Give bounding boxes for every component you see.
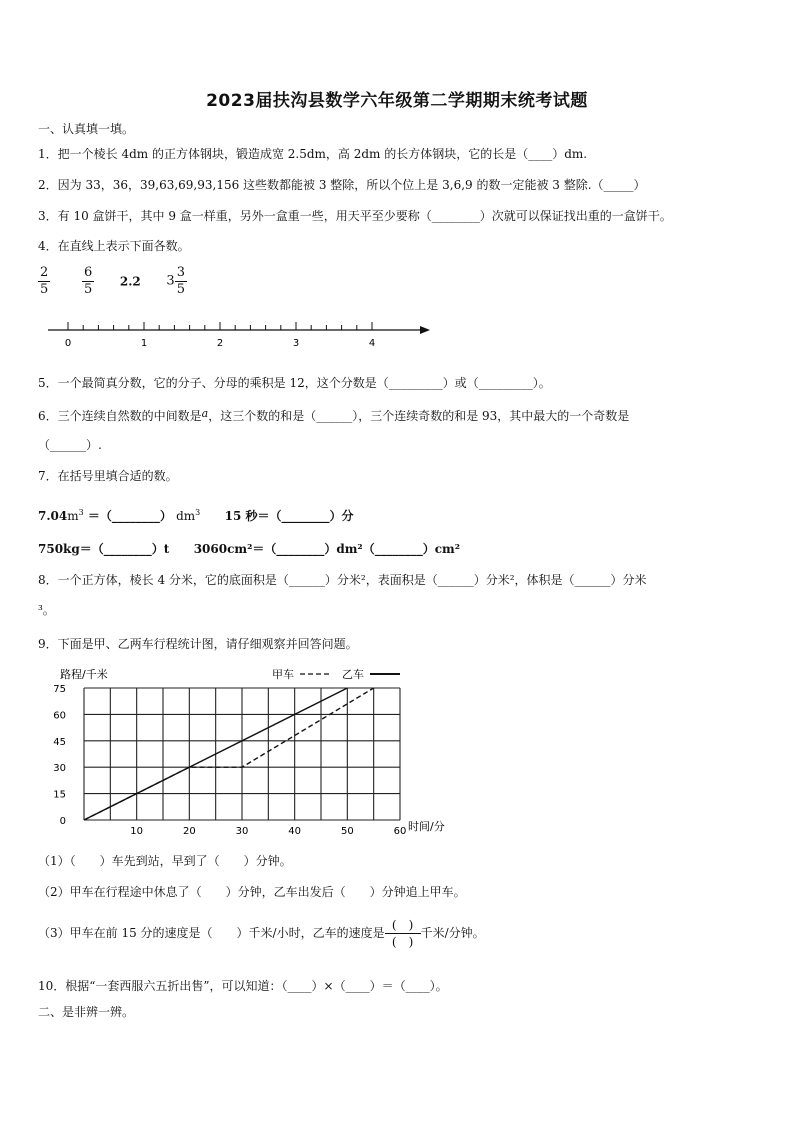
answer-fraction-blank: $\frac{( )}{( )}$	[385, 917, 421, 950]
question-4: 4．在直线上表示下面各数。	[38, 239, 190, 253]
x-tick-label: 30	[235, 826, 249, 834]
fraction-3-5: $\frac{3}{5}$	[176, 265, 185, 297]
x-tick-label: 60	[393, 826, 407, 834]
y-tick-label: 45	[53, 736, 66, 748]
fraction-6-5: $\frac{6}{5}$	[83, 265, 93, 297]
question-1: 1．把一个棱长 4dm 的正方体钢块，锻造成宽 2.5dm，高 2dm 的长方体钢块，它的长是（____）dm.	[38, 147, 588, 161]
question-9-part-2: （2）甲车在行程途中休息了（ ）分钟，乙车出发后（ ）分钟追上甲车。	[38, 885, 466, 899]
q4-number-list	[38, 265, 187, 298]
legend-label: 甲车	[272, 668, 294, 681]
question-7: 7．在括号里填合适的数。	[38, 469, 178, 483]
number-line-label: 3	[292, 338, 300, 348]
y-tick-label: 30	[53, 763, 66, 775]
decimal-2-2: 2.2	[119, 274, 141, 289]
section-1-heading: 一、认真填一填。	[38, 122, 135, 136]
series-line-jia	[84, 688, 374, 820]
question-8: 8．一个正方体，棱长 4 分米，它的底面积是（______）分米²，表面积是（______）分米²，体积是（______）分米	[38, 573, 647, 587]
number-line-label: 1	[140, 338, 148, 348]
fraction-2-5: $\frac{2}{5}$	[40, 265, 49, 297]
question-7-row-2: 750kg＝（________）t 3060cm²＝（________）dm²（________）cm²	[38, 542, 460, 556]
number-line-label: 4	[368, 338, 376, 348]
x-tick-label: 10	[130, 826, 144, 834]
question-9-part-3: （3）甲车在前 15 分的速度是（ ）千米/小时，乙车的速度是 $\frac{( )}{( )}$ 千米/分钟。	[38, 918, 485, 949]
question-8-continued: ³。	[38, 603, 55, 617]
page-title: 2023届扶沟县数学六年级第二学期期末统考试题	[206, 91, 588, 111]
number-line-label: 2	[216, 338, 224, 348]
number-line-arrow	[420, 326, 430, 334]
question-10: 10．根据“一套西服六五折出售”，可以知道：（____）×（____）＝（____）。	[38, 979, 448, 993]
y-tick-label: 60	[53, 710, 66, 722]
number-line-label: 0	[64, 338, 72, 348]
legend-label: 乙车	[342, 668, 364, 681]
x-tick-label: 20	[182, 826, 196, 834]
variable-a: a	[201, 407, 209, 420]
question-5: 5．一个最简真分数，它的分子、分母的乘积是 12，这个分数是（_________）或（_________）。	[38, 376, 551, 390]
section-2-heading: 二、是非辨一辨。	[38, 1005, 135, 1019]
number-line	[38, 318, 438, 348]
mixed-number-whole: 3	[166, 273, 175, 289]
y-axis-label: 路程/千米	[60, 668, 108, 681]
x-tick-label: 50	[340, 826, 354, 834]
question-6-continued: （______）.	[38, 438, 102, 452]
x-axis-label: 时间/分	[408, 820, 445, 833]
y-tick-label: 0	[59, 816, 66, 827]
question-3: 3．有 10 盒饼干，其中 9 盒一样重，另外一盒重一些，用天平至少要称（________）次就可以保证找出重的一盒饼干。	[38, 209, 672, 223]
question-9: 9．下面是甲、乙两车行程统计图，请仔细观察并回答问题。	[38, 637, 358, 651]
travel-line-chart	[34, 662, 454, 834]
question-7-row-1: $7.04m^3$ ＝（________） $dm^3$ 15 秒＝（________）分	[38, 508, 354, 523]
y-tick-label: 15	[53, 789, 66, 801]
x-tick-label: 40	[288, 826, 302, 834]
question-6: 6．三个连续自然数的中间数是a，这三个数的和是（______），三个连续奇数的和是 93，其中最大的一个奇数是	[38, 407, 630, 423]
y-tick-label: 75	[53, 684, 66, 695]
question-9-part-1: （1）（ ）车先到站，早到了（ ）分钟。	[38, 854, 292, 868]
question-2: 2．因为 33，36，39,63,69,93,156 这些数都能被 3 整除，所以个位上是 3,6,9 的数一定能被 3 整除.（_____）	[38, 178, 646, 192]
